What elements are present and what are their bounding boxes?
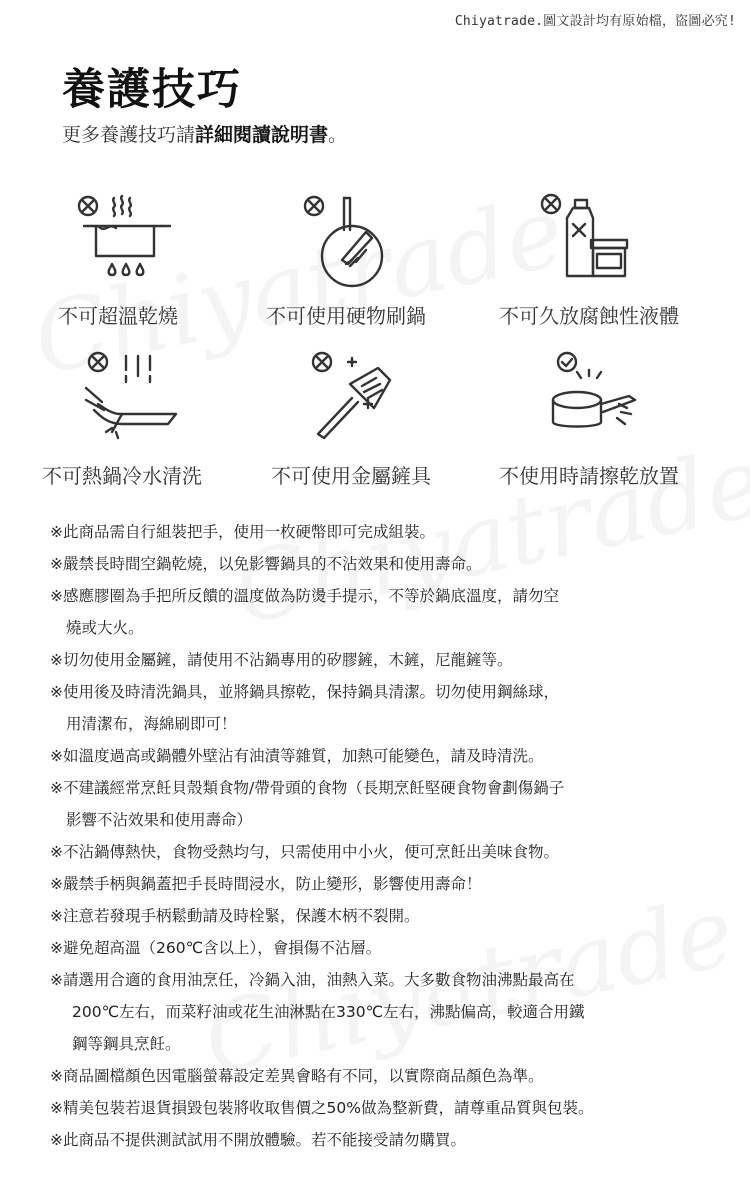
copyright-notice: Chiyatrade.圖文設計均有原始檔，盜圖必究!: [454, 14, 736, 29]
note-line: ※注意若發現手柄鬆動請及時栓緊，保護木柄不裂開。: [50, 907, 420, 925]
note-item: [50, 676, 720, 740]
check-icon: [558, 353, 576, 371]
note-line: ※不沾鍋傳熱快，食物受熱均勻，只需使用中小火，便可烹飪出美味食物。: [50, 843, 559, 861]
note-line: ※此商品需自行組裝把手，使用一枚硬幣即可完成組裝。: [50, 523, 435, 541]
note-line: ※此商品不提供測試試用不開放體驗。若不能接受請勿購買。: [50, 1131, 466, 1149]
care-notes: [50, 516, 720, 1156]
note-line: ※嚴禁手柄與鍋蓋把手長時間浸水，防止變形，影響使用壽命！: [50, 875, 482, 893]
note-item: [50, 1124, 720, 1156]
note-line: 影響不沾效果和使用壽命）: [66, 811, 253, 829]
chemical-bottle-icon: [535, 188, 635, 284]
note-item: [50, 516, 720, 548]
caption-no-hard-scrub: 不可使用硬物刷鍋: [266, 304, 426, 328]
dry-pot-icon: [545, 348, 645, 444]
note-line: ※商品圖檔顏色因電腦螢幕設定差異會略有不同，以實際商品顏色為準。: [50, 1067, 544, 1085]
note-item: [50, 644, 720, 676]
caption-dry-when-idle: 不使用時請擦乾放置: [499, 464, 679, 488]
subtitle-end: 。: [328, 124, 348, 146]
note-item: [50, 548, 720, 580]
note-line: 用清潔布，海綿刷即可！: [66, 715, 237, 733]
note-line: 燒或大火。: [66, 619, 144, 637]
note-line: ※請選用合適的食用油烹任，冷鍋入油，油熱入菜。大多數食物油沸點最高在: [50, 971, 575, 989]
boiling-pot-icon: [72, 190, 172, 282]
note-line: ※不建議經常烹飪貝殼類食物/帶骨頭的食物（長期烹飪堅硬食物會劃傷鍋子: [50, 779, 565, 797]
note-item: [50, 580, 720, 644]
subtitle-text: 更多養護技巧請: [62, 124, 196, 146]
note-item: [50, 964, 720, 1060]
note-line: ※使用後及時清洗鍋具，並將鍋具擦乾，保持鍋具清潔。切勿使用鋼絲球，: [50, 683, 559, 701]
page-subtitle: [62, 120, 347, 147]
note-line: ※嚴禁長時間空鍋乾燒，以免影響鍋具的不沾效果和使用壽命。: [50, 555, 482, 573]
page-title: 養護技巧: [62, 65, 242, 115]
note-line: ※避免超高溫（260℃含以上），會損傷不沾層。: [50, 939, 382, 957]
note-item: [50, 1060, 720, 1092]
hot-pan-rinse-icon: [82, 348, 182, 444]
caption-no-corrosive-liquid: 不可久放腐蝕性液體: [499, 304, 679, 328]
subtitle-emphasis: 詳細閱讀說明書: [195, 124, 329, 146]
note-line: ※切勿使用金屬鏟，請使用不沾鍋專用的矽膠鏟，木鏟，尼龍鏟等。: [50, 651, 513, 669]
note-item: [50, 932, 720, 964]
note-item: [50, 900, 720, 932]
note-line: 鋼等鋼具烹飪。: [72, 1035, 181, 1053]
metal-spatula-icon: [306, 348, 406, 444]
note-item: [50, 836, 720, 868]
note-line: ※精美包裝若退貨損毀包裝將收取售價之50%做為整新費，請尊重品質與包裝。: [50, 1099, 594, 1117]
note-line: ※如溫度過高或鍋體外壁沾有油漬等雜質，加熱可能變色，請及時清洗。: [50, 747, 544, 765]
caption-no-overheat: 不可超溫乾燒: [58, 304, 178, 328]
caption-no-cold-water: 不可熱鍋冷水清洗: [42, 464, 202, 488]
caption-no-metal-utensil: 不可使用金屬鏟具: [271, 464, 431, 488]
note-item: [50, 772, 720, 836]
note-item: [50, 740, 720, 772]
note-line: ※感應膠圈為手把所反饋的溫度做為防燙手提示，不等於鍋底溫度，請勿空: [50, 587, 559, 605]
note-line: 200℃左右，而菜籽油或花生油淋點在330℃左右，沸點偏高，較適合用鐵: [72, 1003, 585, 1021]
note-item: [50, 868, 720, 900]
note-item: [50, 1092, 720, 1124]
pan-scrub-icon: [298, 190, 398, 290]
